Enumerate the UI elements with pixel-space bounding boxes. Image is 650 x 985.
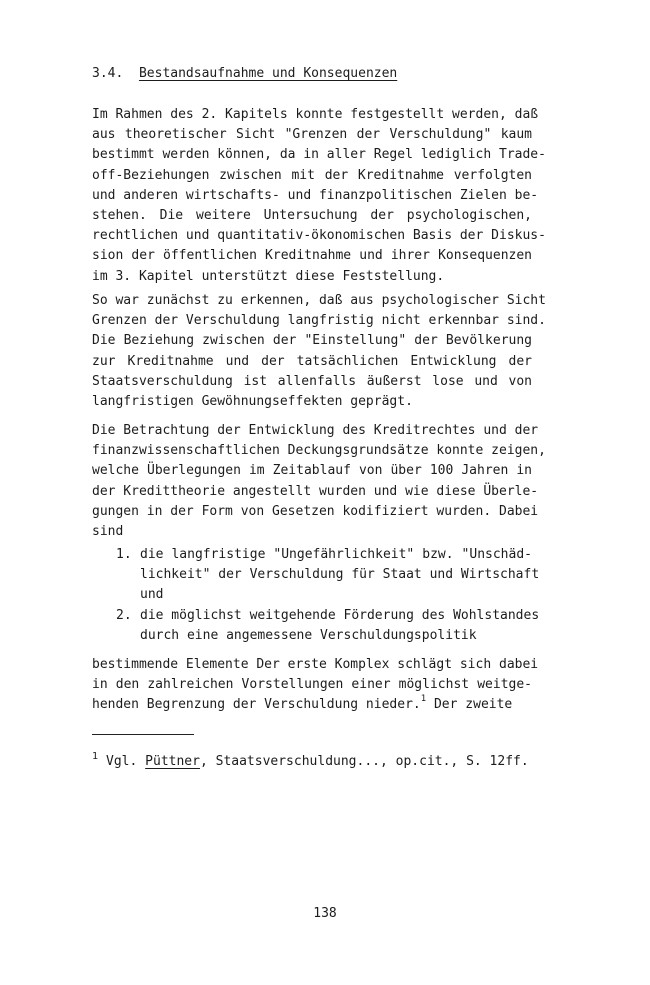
list-item-number: 1. [116,547,132,562]
paragraph-4 [92,655,539,716]
text-line: in den zahlreichen Vorstellungen einer möglichst weitge- [92,677,532,693]
text-line: gungen in der Form von Gesetzen kodifiziert wurden. Dabei [92,503,539,519]
page-number: 138 [313,906,337,921]
text-line: bestimmt werden können, da in aller Regel lediglich Trade- [92,147,546,163]
text-line: bestimmende Elemente Der erste Komplex schlägt sich dabei [92,657,539,672]
footnote-author: Püttner [145,754,200,769]
text-line: die möglichst weitgehende Förderung des Wohlstandes [140,607,540,623]
text-line: Im Rahmen des 2. Kapitels konnte festgestellt werden, daß [92,107,539,122]
text-line: stehen. Die weitere Untersuchung der psychologischen, [92,207,532,223]
footnote-reference: 1 [420,694,427,705]
text-line: die langfristige "Ungefährlichkeit" bzw. "Unschäd- [140,547,532,562]
list-item [92,545,540,606]
text-line: off-Beziehungen zwischen mit der Kreditnahme verfolgten [92,167,532,183]
text-line: im 3. Kapitel unterstützt diese Feststellung. [92,268,445,284]
text-line: der Kredittheorie angestellt wurden und wie diese Überle- [92,483,539,499]
text-line: zur Kreditnahme und der tatsächlichen Entwicklung der [92,353,532,369]
text-line: langfristigen Gewöhnungseffekten geprägt. [92,393,413,409]
text-line: durch eine angemessene Verschuldungspolitik [140,627,477,643]
footnote [92,747,529,772]
text-line: So war zunächst zu erkennen, daß aus psychologischer Sicht [92,293,546,308]
numbered-list [92,545,540,646]
text-line: Die Beziehung zwischen der "Einstellung" der Bevölkerung [92,333,532,349]
paragraph-2 [92,291,546,412]
text-line: Staatsverschuldung ist allenfalls äußerst lose und von [92,373,532,389]
footnote-number: 1 [92,751,99,762]
text-line: rechtlichen und quantitativ-ökonomischen Basis der Diskus- [92,228,546,244]
text-fragment: Der zweite [426,697,513,713]
footnote-citation: , Staatsverschuldung..., op.cit., S. 12ff. [199,754,529,769]
text-line: Grenzen der Verschuldung langfristig nicht erkennbar sind. [92,313,546,329]
footnote-separator [92,734,194,735]
text-line [92,695,532,715]
section-title: Bestandsaufnahme und Konsequenzen [138,66,398,81]
section-number: 3.4. [92,66,124,81]
text-line: lichkeit" der Verschuldung für Staat und Wirtschaft [140,567,540,583]
text-line: aus theoretischer Sicht "Grenzen der Verschuldung" kaum [92,127,532,143]
text-line: und anderen wirtschafts- und finanzpolitischen Zielen be- [92,187,539,203]
text-line: sion der öffentlichen Kreditnahme und ihrer Konsequenzen [92,248,532,264]
text-line: finanzwissenschaftlichen Deckungsgrundsätze konnte zeigen, [92,443,546,459]
footnote-prefix: Vgl. [106,754,146,769]
text-fragment: henden Begrenzung der Verschuldung nieder. [92,697,421,713]
text-line: sind [92,523,124,539]
text-line: Die Betrachtung der Entwicklung des Kreditrechtes und der [92,423,539,438]
text-line: und [140,587,164,603]
list-item [92,606,540,646]
text-line: welche Überlegungen im Zeitablauf von über 100 Jahren in [92,463,532,479]
paragraph-3 [92,421,546,542]
section-heading [92,64,397,84]
list-item-number: 2. [116,607,132,623]
paragraph-1 [92,105,546,287]
